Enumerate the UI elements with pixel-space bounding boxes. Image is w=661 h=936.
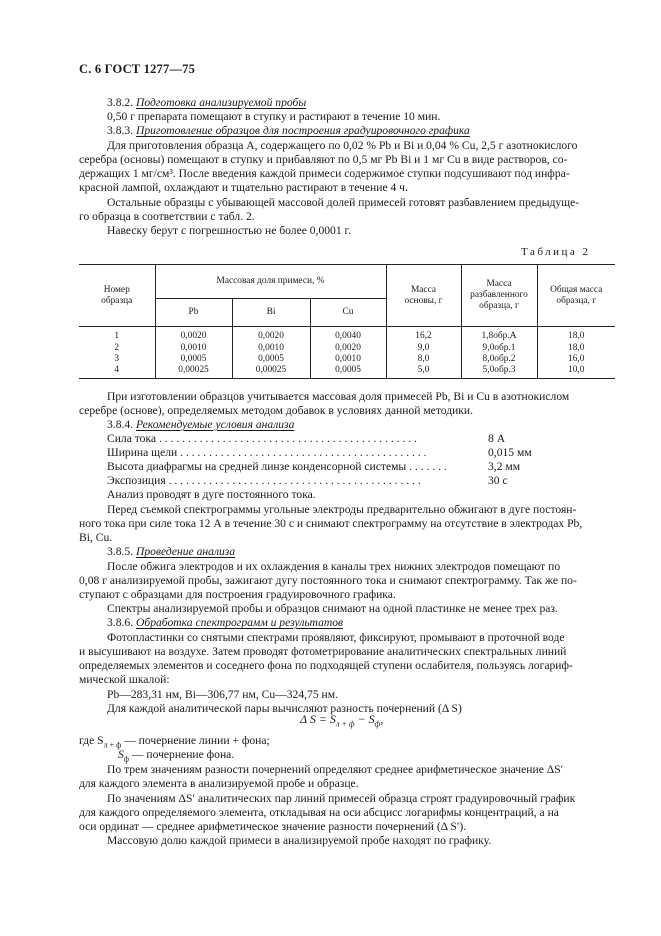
definition-line-bg: где $S_{л + ф}$ — почернение линии + фона; <box>79 734 270 750</box>
paragraph-line: При изготовлении образцов учитывается массовая доля примесей Pb, Bi и Cu в азотнокислом <box>107 390 570 403</box>
table-row: 4 0,00025 0,00025 0,0005 5,0 5,0обр.3 10,0 <box>79 365 615 379</box>
paragraph: Анализ проводят в дуге постоянного тока. <box>107 488 316 501</box>
paragraph-line: оси ординат — среднее арифметическое значение разности почернений (Δ S′). <box>79 820 467 833</box>
condition-current-value: 8 А <box>488 432 506 445</box>
section-number: 3.8.2. <box>107 96 134 109</box>
paragraph: Спектры анализируемой пробы и образцов снимают на одной пластинке не менее трех раз. <box>107 602 558 615</box>
condition-diaphragm-value: 3,2 мм <box>488 460 521 473</box>
section-title: Обработка спектрограмм и результатов <box>136 616 344 629</box>
section-title: Проведение анализа <box>136 545 236 558</box>
spectral-lines: Pb—283,31 нм, Bi—306,77 нм, Cu—324,75 нм. <box>107 688 338 701</box>
section-title: Рекомендуемые условия анализа <box>136 418 295 431</box>
paragraph-line: красной лампой, охлаждают и тщательно растирают в течение 4 ч. <box>79 181 408 194</box>
paragraph-line: После обжига электродов и их охлаждения в каналы трех нижних электродов помещают по <box>107 560 561 573</box>
paragraph-line: ступают с образцами для построения градуировочного графика. <box>79 588 396 601</box>
paragraph: 0,50 г препарата помещают в ступку и растирают в течение 10 мин. <box>107 110 441 123</box>
paragraph-line: Остальные образцы с убывающей массовой долей примесей готовят разбавлением предыдуще- <box>107 196 580 209</box>
section-number: 3.8.3. <box>107 124 134 137</box>
col-header-mass-fraction: Массовая доля примеси, % <box>155 265 386 299</box>
formula-delta-s: Δ $S = S_{л + ф} - S_ф$, <box>300 712 384 729</box>
table-row: 3 0,0005 0,0005 0,0010 8,0 8,0обр.2 16,0 <box>79 354 615 365</box>
condition-diaphragm: Высота диафрагмы на средней линзе конденсорной системы . . . . . . . <box>107 460 447 473</box>
section-3-8-4-heading <box>107 418 294 432</box>
paragraph-line: держащих 1 мг/см³. После введения каждой примеси содержимое ступки подсушивают под инфра- <box>79 167 570 180</box>
section-title: Приготовление образцов для построения градуировочного графика <box>136 124 470 137</box>
paragraph: Массовую долю каждой примеси в анализируемой пробе находят по графику. <box>107 834 492 847</box>
paragraph-line: для каждого элемента в анализируемой пробе и образце. <box>79 777 359 790</box>
table-2 <box>79 264 615 379</box>
condition-slit-width-value: 0,015 мм <box>488 446 532 459</box>
table-row: 2 0,0010 0,0010 0,0020 9,0 9,0обр.1 18,0 <box>79 343 615 354</box>
section-title: Подготовка анализируемой пробы <box>136 96 307 109</box>
paragraph-line: и высушивают на воздухе. Затем проводят фотометрирование аналитических спектральных линий <box>79 645 567 658</box>
paragraph-line: серебра (основы) помещают в ступку и прибавляют по 0,5 мг Pb Bi и 1 мг Cu в виде растворов, со- <box>79 153 568 166</box>
paragraph-line: Перед съемкой спектрограммы угольные электроды предварительно обжигают в дуге постоян- <box>107 503 577 516</box>
section-3-8-2-heading <box>107 96 306 110</box>
paragraph-line: для каждого определяемого элемента, откладывая на оси абсцисс логарифмы концентраций, а на <box>79 806 559 819</box>
paragraph: Навеску берут с погрешностью не более 0,0001 г. <box>107 224 351 237</box>
condition-current: Сила тока . . . . . . . . . . . . . . . . . . . . . . . . . . . . . . . . . . . . . . . . . . . . . <box>107 432 417 445</box>
col-header-pb: Pb <box>155 299 232 327</box>
col-header-sample: Номер образца <box>79 265 155 327</box>
condition-exposure: Экспозиция . . . . . . . . . . . . . . . . . . . . . . . . . . . . . . . . . . . . . . . . . . . . <box>107 474 421 487</box>
paragraph-line: 0,08 г анализируемой пробы, зажигают дугу постоянного тока и снимают спектрограмму. Так же по- <box>79 574 577 587</box>
section-number: 3.8.5. <box>107 545 134 558</box>
paragraph: Для каждой аналитической пары вычисляют разность почернений (Δ S) <box>107 702 462 715</box>
col-header-base-mass: Масса основы, г <box>386 265 461 327</box>
section-3-8-6-heading <box>107 616 343 630</box>
paragraph-line: ного тока при силе тока 12 А в течение 30 с и снимают спектрограмму на отсутствие в электродах Pb, <box>79 517 583 530</box>
paragraph-line: определяемых элементов и соседнего фона по подходящей ступени ослабителя, пользуясь логариф- <box>79 659 573 672</box>
col-header-total-mass: Общая масса образца, г <box>537 265 615 327</box>
paragraph-line: серебре (основе), определяемых методом добавок в условиях данной методики. <box>79 404 474 417</box>
col-header-bi: Bi <box>232 299 310 327</box>
paragraph-line: мической шкалой: <box>79 673 170 686</box>
section-3-8-5-heading <box>107 545 235 559</box>
paragraph-line: По трем значениям разности почернений определяют среднее арифметическое значение ΔS′ <box>107 763 564 776</box>
table-row: 1 0,0020 0,0020 0,0040 16,2 1,8обр.А 18,0 <box>79 327 615 343</box>
paragraph-line: го образца в соответствии с табл. 2. <box>79 210 255 223</box>
definition-bg: $S_ф$ — почернение фона. <box>118 748 235 764</box>
col-header-diluted-mass: Масса разбавленного образца, г <box>461 265 537 327</box>
condition-slit-width: Ширина щели . . . . . . . . . . . . . . . . . . . . . . . . . . . . . . . . . . . . . . . . . . . <box>107 446 427 459</box>
col-header-cu: Cu <box>310 299 386 327</box>
section-number: 3.8.6. <box>107 616 134 629</box>
page-header: С. 6 ГОСТ 1277—75 <box>79 62 196 76</box>
section-number: 3.8.4. <box>107 418 134 431</box>
paragraph-line: Bi, Cu. <box>79 531 113 544</box>
paragraph-line: Для приготовления образца А, содержащего по 0,02 % Pb и Bi и 0,04 % Cu, 2,5 г азотнокислого <box>107 139 578 152</box>
paragraph-line: Фотопластинки со снятыми спектрами проявляют, фиксируют, промывают в проточной воде <box>107 631 565 644</box>
table-caption: Таблица 2 <box>521 246 591 258</box>
section-3-8-3-heading <box>107 124 470 138</box>
condition-exposure-value: 30 с <box>488 474 508 487</box>
paragraph-line: По значениям ΔS′ аналитических пар линий примесей образца строят градуировочный график <box>107 792 576 805</box>
